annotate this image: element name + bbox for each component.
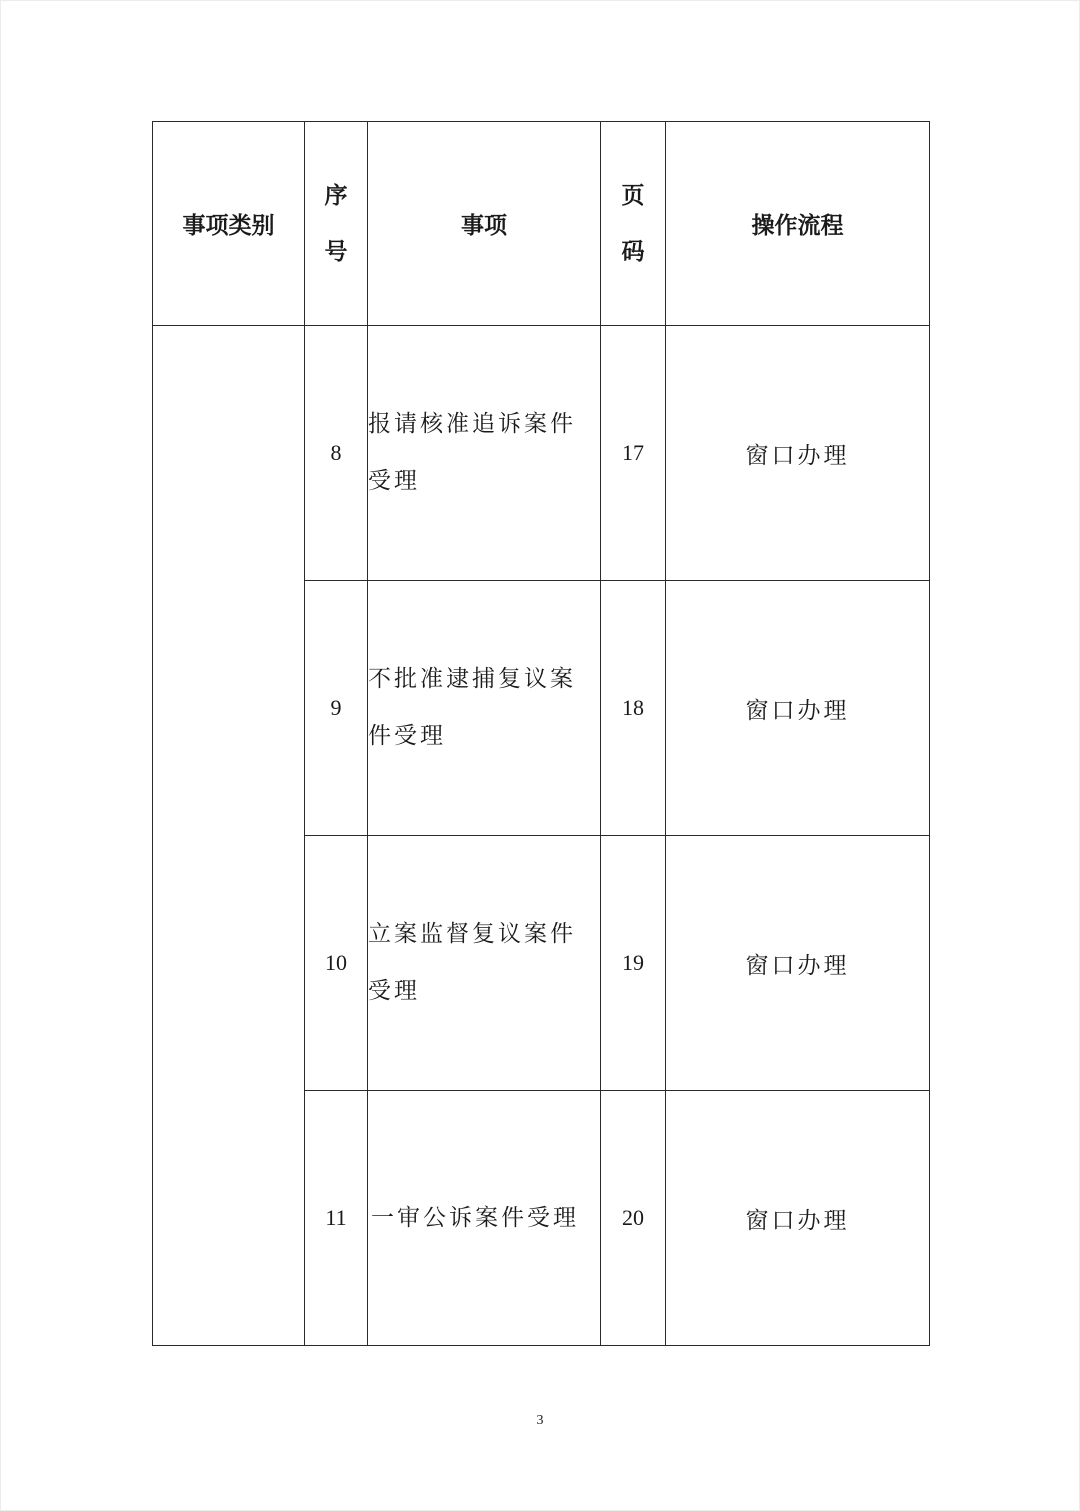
header-serial-char-1: 序	[324, 182, 348, 209]
header-serial	[305, 122, 368, 326]
item-cell: 立案监督复议案件受理	[368, 836, 601, 1091]
header-item: 事项	[368, 122, 601, 326]
serial-cell: 10	[305, 836, 368, 1091]
header-row	[153, 122, 930, 326]
serial-cell: 8	[305, 326, 368, 581]
header-page	[601, 122, 666, 326]
item-cell: 一审公诉案件受理	[368, 1091, 601, 1346]
serial-cell: 11	[305, 1091, 368, 1346]
header-page-char-2: 码	[621, 238, 645, 265]
process-cell: 窗口办理	[666, 581, 930, 836]
item-cell: 不批准逮捕复议案件受理	[368, 581, 601, 836]
process-cell: 窗口办理	[666, 1091, 930, 1346]
header-page-char-1: 页	[621, 182, 645, 209]
page-cell: 20	[601, 1091, 666, 1346]
header-category: 事项类别	[153, 122, 305, 326]
item-cell: 报请核准追诉案件受理	[368, 326, 601, 581]
page-number: 3	[536, 1413, 544, 1428]
page-cell: 17	[601, 326, 666, 581]
category-cell	[153, 326, 305, 1346]
page-cell: 18	[601, 581, 666, 836]
header-serial-char-2: 号	[324, 238, 348, 265]
serial-cell: 9	[305, 581, 368, 836]
page-cell: 19	[601, 836, 666, 1091]
process-cell: 窗口办理	[666, 836, 930, 1091]
header-process: 操作流程	[666, 122, 930, 326]
matters-table	[152, 121, 930, 1346]
process-cell: 窗口办理	[666, 326, 930, 581]
table-row	[153, 326, 930, 581]
